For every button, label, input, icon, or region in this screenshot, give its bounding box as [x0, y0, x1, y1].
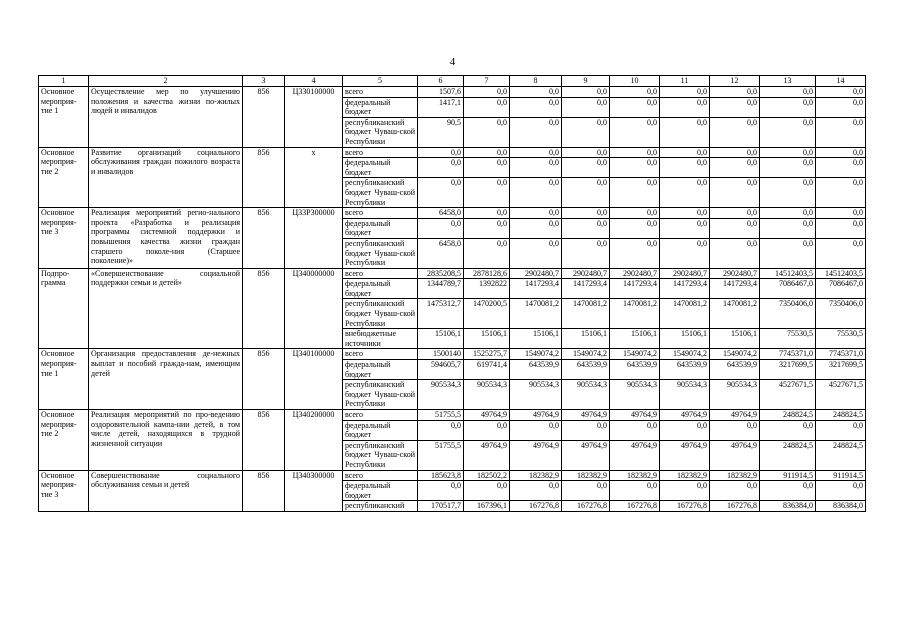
amount-cell: 6458,0 [418, 208, 464, 219]
amount-cell: 3217699,5 [760, 360, 816, 380]
amount-cell: 167276,8 [660, 501, 710, 512]
amount-cell: 49764,9 [610, 410, 660, 421]
measure-name-cell: «Совершенствование социальной поддержки семьи и детей» [89, 268, 243, 349]
amount-cell: 0,0 [760, 117, 816, 147]
amount-cell: 248824,5 [760, 440, 816, 470]
column-number-cell: 7 [464, 76, 510, 87]
amount-cell: 0,0 [418, 420, 464, 440]
amount-cell: 0,0 [562, 208, 610, 219]
amount-cell: 0,0 [464, 238, 510, 268]
funding-source-cell: федеральный бюджет [343, 360, 418, 380]
classification-code-cell: Ц340300000 [285, 470, 343, 511]
amount-cell: 167276,8 [710, 501, 760, 512]
amount-cell: 0,0 [562, 420, 610, 440]
amount-cell: 1344789,7 [418, 279, 464, 299]
amount-cell: 0,0 [710, 117, 760, 147]
amount-cell: 0,0 [510, 147, 562, 158]
amount-cell: 905534,3 [660, 380, 710, 410]
amount-cell: 1417293,4 [562, 279, 610, 299]
funding-source-cell: всего [343, 470, 418, 481]
amount-cell: 0,0 [610, 238, 660, 268]
funding-source-cell: всего [343, 268, 418, 279]
table-row [39, 470, 866, 481]
amount-cell: 3217699,5 [816, 360, 866, 380]
amount-cell: 0,0 [464, 481, 510, 501]
amount-cell: 0,0 [610, 147, 660, 158]
measure-type-cell: Основное мероприя-тие 2 [39, 147, 89, 208]
amount-cell: 0,0 [464, 97, 510, 117]
amount-cell: 15106,1 [418, 329, 464, 349]
amount-cell: 15106,1 [464, 329, 510, 349]
amount-cell: 0,0 [510, 87, 562, 98]
amount-cell: 1417293,4 [710, 279, 760, 299]
amount-cell: 0,0 [562, 147, 610, 158]
amount-cell: 0,0 [816, 158, 866, 178]
amount-cell: 0,0 [660, 178, 710, 208]
amount-cell: 2902480,7 [510, 268, 562, 279]
amount-cell: 1525275,7 [464, 349, 510, 360]
grbs-code-cell: 856 [243, 470, 285, 511]
amount-cell: 182502,2 [464, 470, 510, 481]
amount-cell: 0,0 [710, 147, 760, 158]
amount-cell: 1549074,2 [710, 349, 760, 360]
amount-cell: 905534,3 [562, 380, 610, 410]
amount-cell: 905534,3 [610, 380, 660, 410]
amount-cell: 0,0 [710, 238, 760, 268]
amount-cell: 49764,9 [562, 410, 610, 421]
amount-cell: 0,0 [660, 420, 710, 440]
amount-cell: 0,0 [510, 117, 562, 147]
amount-cell: 49764,9 [610, 440, 660, 470]
amount-cell: 0,0 [562, 218, 610, 238]
amount-cell: 7745371,0 [816, 349, 866, 360]
amount-cell: 49764,9 [710, 410, 760, 421]
amount-cell: 0,0 [710, 178, 760, 208]
amount-cell: 2878128,6 [464, 268, 510, 279]
amount-cell: 0,0 [710, 208, 760, 219]
amount-cell: 15106,1 [610, 329, 660, 349]
amount-cell: 49764,9 [660, 440, 710, 470]
amount-cell: 14512403,5 [816, 268, 866, 279]
amount-cell: 1392822 [464, 279, 510, 299]
amount-cell: 0,0 [816, 481, 866, 501]
column-number-cell: 14 [816, 76, 866, 87]
amount-cell: 1475312,7 [418, 299, 464, 329]
funding-source-cell: республиканский бюджет Чуваш-ской Республики [343, 238, 418, 268]
amount-cell: 0,0 [816, 208, 866, 219]
column-number-cell: 10 [610, 76, 660, 87]
amount-cell: 0,0 [464, 117, 510, 147]
amount-cell: 0,0 [760, 218, 816, 238]
funding-source-cell: всего [343, 147, 418, 158]
amount-cell: 0,0 [510, 208, 562, 219]
amount-cell: 0,0 [562, 481, 610, 501]
amount-cell: 0,0 [610, 420, 660, 440]
amount-cell: 49764,9 [464, 440, 510, 470]
amount-cell: 0,0 [610, 178, 660, 208]
amount-cell: 0,0 [418, 481, 464, 501]
funding-source-cell: федеральный бюджет [343, 158, 418, 178]
amount-cell: 0,0 [816, 420, 866, 440]
amount-cell: 0,0 [610, 481, 660, 501]
amount-cell: 0,0 [816, 97, 866, 117]
amount-cell: 0,0 [816, 218, 866, 238]
amount-cell: 594605,7 [418, 360, 464, 380]
amount-cell: 619741,4 [464, 360, 510, 380]
amount-cell: 0,0 [510, 218, 562, 238]
amount-cell: 1470081,2 [510, 299, 562, 329]
grbs-code-cell: 856 [243, 349, 285, 410]
table-row [39, 410, 866, 421]
amount-cell: 1470200,5 [464, 299, 510, 329]
amount-cell: 0,0 [464, 147, 510, 158]
amount-cell: 905534,3 [464, 380, 510, 410]
amount-cell: 1417293,4 [660, 279, 710, 299]
funding-source-cell: федеральный бюджет [343, 279, 418, 299]
amount-cell: 49764,9 [510, 410, 562, 421]
measure-type-cell: Основное мероприя-тие 3 [39, 470, 89, 511]
column-number-cell: 13 [760, 76, 816, 87]
amount-cell: 0,0 [510, 420, 562, 440]
amount-cell: 7086467,0 [816, 279, 866, 299]
amount-cell: 0,0 [760, 147, 816, 158]
amount-cell: 0,0 [660, 158, 710, 178]
amount-cell: 0,0 [760, 208, 816, 219]
amount-cell: 0,0 [760, 178, 816, 208]
amount-cell: 0,0 [562, 117, 610, 147]
amount-cell: 4527671,5 [816, 380, 866, 410]
amount-cell: 905534,3 [510, 380, 562, 410]
amount-cell: 7350406,0 [816, 299, 866, 329]
funding-source-cell: федеральный бюджет [343, 97, 418, 117]
amount-cell: 0,0 [816, 238, 866, 268]
classification-code-cell: Ц33Р300000 [285, 208, 343, 269]
column-number-row [39, 76, 866, 87]
amount-cell: 0,0 [660, 218, 710, 238]
funding-source-cell: всего [343, 87, 418, 98]
amount-cell: 6458,0 [418, 238, 464, 268]
column-number-cell: 6 [418, 76, 464, 87]
measure-type-cell: Основное мероприя-тие 3 [39, 208, 89, 269]
amount-cell: 0,0 [464, 158, 510, 178]
amount-cell: 0,0 [660, 238, 710, 268]
amount-cell: 0,0 [710, 158, 760, 178]
amount-cell: 0,0 [660, 208, 710, 219]
amount-cell: 836384,0 [816, 501, 866, 512]
amount-cell: 0,0 [510, 97, 562, 117]
amount-cell: 0,0 [418, 178, 464, 208]
grbs-code-cell: 856 [243, 268, 285, 349]
measure-type-cell: Основное мероприя-тие 1 [39, 87, 89, 148]
funding-source-cell: республиканский бюджет Чуваш-ской Республики [343, 117, 418, 147]
amount-cell: 0,0 [660, 481, 710, 501]
amount-cell: 1417293,4 [510, 279, 562, 299]
amount-cell: 0,0 [760, 481, 816, 501]
amount-cell: 1549074,2 [660, 349, 710, 360]
amount-cell: 1417,1 [418, 97, 464, 117]
amount-cell: 51755,5 [418, 410, 464, 421]
amount-cell: 0,0 [710, 420, 760, 440]
amount-cell: 0,0 [464, 208, 510, 219]
amount-cell: 0,0 [710, 87, 760, 98]
amount-cell: 1470081,2 [562, 299, 610, 329]
amount-cell: 1470081,2 [610, 299, 660, 329]
amount-cell: 15106,1 [562, 329, 610, 349]
amount-cell: 1417293,4 [610, 279, 660, 299]
table-row [39, 268, 866, 279]
table-row [39, 87, 866, 98]
amount-cell: 905534,3 [418, 380, 464, 410]
amount-cell: 0,0 [660, 97, 710, 117]
amount-cell: 0,0 [418, 147, 464, 158]
amount-cell: 49764,9 [660, 410, 710, 421]
amount-cell: 0,0 [760, 97, 816, 117]
amount-cell: 7086467,0 [760, 279, 816, 299]
amount-cell: 911914,5 [760, 470, 816, 481]
amount-cell: 4527671,5 [760, 380, 816, 410]
amount-cell: 0,0 [760, 158, 816, 178]
amount-cell: 49764,9 [464, 410, 510, 421]
funding-source-cell: федеральный бюджет [343, 420, 418, 440]
amount-cell: 15106,1 [710, 329, 760, 349]
amount-cell: 7745371,0 [760, 349, 816, 360]
amount-cell: 0,0 [610, 208, 660, 219]
column-number-cell: 12 [710, 76, 760, 87]
column-number-cell: 5 [343, 76, 418, 87]
measure-type-cell: Основное мероприя-тие 1 [39, 349, 89, 410]
amount-cell: 0,0 [710, 97, 760, 117]
funding-source-cell: республиканский бюджет Чуваш-ской Республики [343, 299, 418, 329]
classification-code-cell: х [285, 147, 343, 208]
table-row [39, 147, 866, 158]
funding-source-cell: республиканский бюджет Чуваш-ской Республики [343, 380, 418, 410]
amount-cell: 0,0 [464, 420, 510, 440]
table-row [39, 349, 866, 360]
amount-cell: 170517,7 [418, 501, 464, 512]
amount-cell: 248824,5 [816, 440, 866, 470]
amount-cell: 836384,0 [760, 501, 816, 512]
amount-cell: 167276,8 [562, 501, 610, 512]
measure-name-cell: Развитие организаций социального обслуживания граждан пожилого возраста и инвалидов [89, 147, 243, 208]
amount-cell: 1549074,2 [610, 349, 660, 360]
amount-cell: 1549074,2 [562, 349, 610, 360]
amount-cell: 643539,9 [660, 360, 710, 380]
funding-source-cell: всего [343, 208, 418, 219]
amount-cell: 248824,5 [816, 410, 866, 421]
grbs-code-cell: 856 [243, 208, 285, 269]
amount-cell: 0,0 [510, 238, 562, 268]
amount-cell: 2902480,7 [710, 268, 760, 279]
column-number-cell: 11 [660, 76, 710, 87]
amount-cell: 182382,9 [562, 470, 610, 481]
amount-cell: 182382,9 [610, 470, 660, 481]
amount-cell: 0,0 [660, 117, 710, 147]
amount-cell: 0,0 [610, 87, 660, 98]
amount-cell: 2902480,7 [562, 268, 610, 279]
amount-cell: 0,0 [562, 178, 610, 208]
column-number-cell: 2 [89, 76, 243, 87]
measure-name-cell: Организация предоставления де-нежных выплат и пособий гражда-нам, имеющим детей [89, 349, 243, 410]
amount-cell: 248824,5 [760, 410, 816, 421]
column-number-cell: 1 [39, 76, 89, 87]
budget-table [38, 75, 866, 512]
amount-cell: 49764,9 [562, 440, 610, 470]
measure-name-cell: Совершенствование социального обслуживания семьи и детей [89, 470, 243, 511]
table-row [39, 208, 866, 219]
classification-code-cell: Ц340200000 [285, 410, 343, 471]
measure-name-cell: Осуществление мер по улучшению положения и качества жизни по-жилых людей и инвалидов [89, 87, 243, 148]
amount-cell: 911914,5 [816, 470, 866, 481]
amount-cell: 0,0 [816, 87, 866, 98]
amount-cell: 0,0 [816, 178, 866, 208]
amount-cell: 0,0 [562, 87, 610, 98]
amount-cell: 643539,9 [510, 360, 562, 380]
funding-source-cell: внебюджетные источники [343, 329, 418, 349]
amount-cell: 0,0 [562, 97, 610, 117]
amount-cell: 185623,8 [418, 470, 464, 481]
measure-name-cell: Реализация мероприятий по про-ведению оздоровительной кампа-нии детей, в том числе детей, находящихся в трудной жизненной ситуации [89, 410, 243, 471]
amount-cell: 167276,8 [510, 501, 562, 512]
amount-cell: 1470081,2 [710, 299, 760, 329]
amount-cell: 0,0 [816, 117, 866, 147]
column-number-cell: 8 [510, 76, 562, 87]
amount-cell: 0,0 [660, 87, 710, 98]
grbs-code-cell: 856 [243, 147, 285, 208]
funding-source-cell: всего [343, 410, 418, 421]
amount-cell: 0,0 [816, 147, 866, 158]
funding-source-cell: федеральный бюджет [343, 218, 418, 238]
amount-cell: 0,0 [562, 158, 610, 178]
amount-cell: 0,0 [610, 117, 660, 147]
classification-code-cell: Ц340100000 [285, 349, 343, 410]
amount-cell: 49764,9 [710, 440, 760, 470]
amount-cell: 1507,6 [418, 87, 464, 98]
amount-cell: 0,0 [464, 87, 510, 98]
amount-cell: 905534,3 [710, 380, 760, 410]
amount-cell: 0,0 [610, 97, 660, 117]
funding-source-cell: республиканский бюджет Чуваш-ской Республики [343, 440, 418, 470]
amount-cell: 0,0 [760, 238, 816, 268]
amount-cell: 0,0 [710, 218, 760, 238]
amount-cell: 0,0 [760, 420, 816, 440]
amount-cell: 0,0 [760, 87, 816, 98]
amount-cell: 0,0 [510, 178, 562, 208]
amount-cell: 182382,9 [510, 470, 562, 481]
column-number-cell: 4 [285, 76, 343, 87]
amount-cell: 643539,9 [610, 360, 660, 380]
amount-cell: 0,0 [660, 147, 710, 158]
amount-cell: 51755,5 [418, 440, 464, 470]
amount-cell: 0,0 [710, 481, 760, 501]
classification-code-cell: Ц330100000 [285, 87, 343, 148]
amount-cell: 167396,1 [464, 501, 510, 512]
grbs-code-cell: 856 [243, 410, 285, 471]
amount-cell: 182382,9 [660, 470, 710, 481]
amount-cell: 2835208,5 [418, 268, 464, 279]
amount-cell: 7350406,0 [760, 299, 816, 329]
amount-cell: 75530,5 [816, 329, 866, 349]
amount-cell: 49764,9 [510, 440, 562, 470]
amount-cell: 2902480,7 [660, 268, 710, 279]
amount-cell: 1500140 [418, 349, 464, 360]
amount-cell: 0,0 [464, 178, 510, 208]
measure-name-cell: Реализация мероприятий регио-нального проекта «Разработка и реализация программы системной поддержки и повышения качества жизни граждан старшего поколе-ния (Старшее поколение)» [89, 208, 243, 269]
amount-cell: 182382,9 [710, 470, 760, 481]
amount-cell: 15106,1 [510, 329, 562, 349]
amount-cell: 1549074,2 [510, 349, 562, 360]
amount-cell: 75530,5 [760, 329, 816, 349]
amount-cell: 15106,1 [660, 329, 710, 349]
amount-cell: 0,0 [418, 218, 464, 238]
funding-source-cell: республиканский бюджет Чуваш-ской Республики [343, 178, 418, 208]
amount-cell: 0,0 [418, 158, 464, 178]
column-number-cell: 9 [562, 76, 610, 87]
classification-code-cell: Ц340000000 [285, 268, 343, 349]
amount-cell: 0,0 [562, 238, 610, 268]
funding-source-cell: республиканский [343, 501, 418, 512]
amount-cell: 14512403,5 [760, 268, 816, 279]
funding-source-cell: всего [343, 349, 418, 360]
amount-cell: 2902480,7 [610, 268, 660, 279]
amount-cell: 167276,8 [610, 501, 660, 512]
amount-cell: 0,0 [510, 481, 562, 501]
amount-cell: 1470081,2 [660, 299, 710, 329]
page-number: 4 [449, 56, 456, 68]
grbs-code-cell: 856 [243, 87, 285, 148]
amount-cell: 90,5 [418, 117, 464, 147]
amount-cell: 0,0 [510, 158, 562, 178]
amount-cell: 0,0 [464, 218, 510, 238]
column-number-cell: 3 [243, 76, 285, 87]
amount-cell: 0,0 [610, 218, 660, 238]
amount-cell: 643539,9 [562, 360, 610, 380]
funding-source-cell: федеральный бюджет [343, 481, 418, 501]
table-body [39, 76, 866, 512]
amount-cell: 0,0 [610, 158, 660, 178]
measure-type-cell: Подпро-грамма [39, 268, 89, 349]
measure-type-cell: Основное мероприя-тие 2 [39, 410, 89, 471]
amount-cell: 643539,9 [710, 360, 760, 380]
